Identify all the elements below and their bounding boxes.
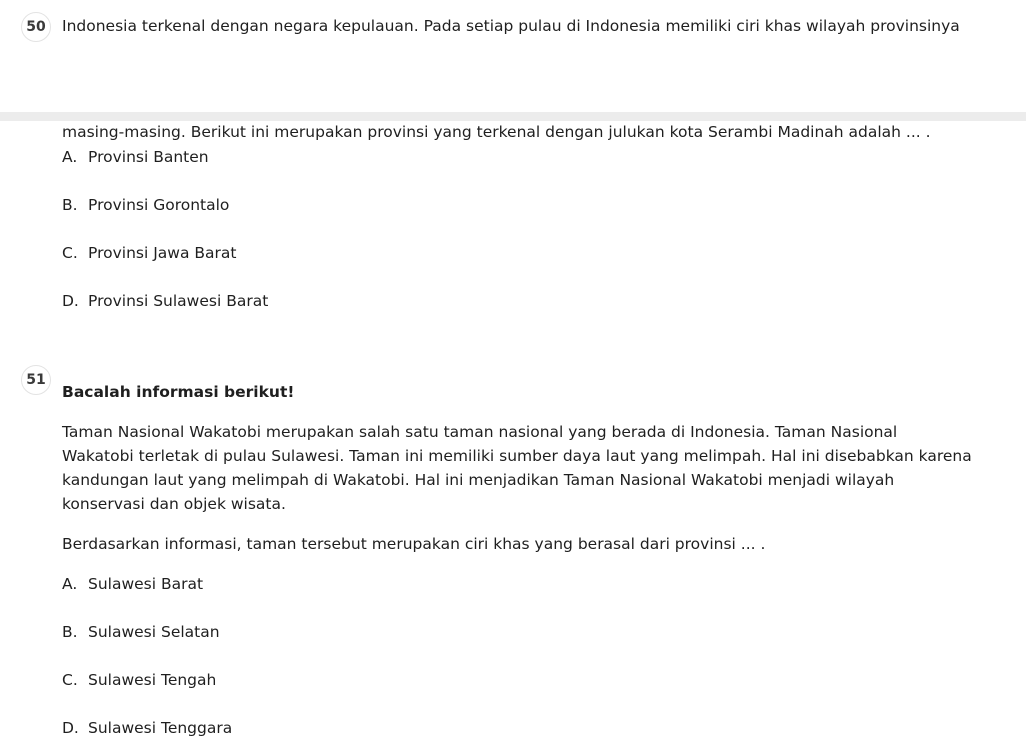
- option-text: Provinsi Jawa Barat: [88, 244, 237, 262]
- answer-option-d[interactable]: [62, 716, 232, 740]
- answer-option-a[interactable]: [62, 572, 203, 596]
- option-text: Sulawesi Selatan: [88, 623, 220, 641]
- option-text: Sulawesi Tengah: [88, 671, 217, 689]
- question-text: Berdasarkan informasi, taman tersebut merupakan ciri khas yang berasal dari provinsi ... .: [62, 535, 766, 553]
- option-text: Provinsi Banten: [88, 148, 209, 166]
- question-number: 51: [26, 372, 46, 388]
- answer-option-c[interactable]: [62, 241, 236, 265]
- answer-option-a[interactable]: [62, 145, 209, 169]
- option-letter: D.: [62, 292, 79, 310]
- question-number-badge: [21, 12, 51, 42]
- question-heading: Bacalah informasi berikut!: [62, 383, 295, 401]
- option-letter: B.: [62, 623, 78, 641]
- question-number: 50: [26, 19, 46, 35]
- option-letter: B.: [62, 196, 78, 214]
- answer-option-c[interactable]: [62, 668, 216, 692]
- answer-option-d[interactable]: [62, 289, 268, 313]
- option-text: Provinsi Gorontalo: [88, 196, 230, 214]
- answer-option-b[interactable]: [62, 620, 220, 644]
- option-letter: C.: [62, 671, 78, 689]
- passage-line: Taman Nasional Wakatobi merupakan salah satu taman nasional yang berada di Indonesia. Taman Nasional: [62, 423, 898, 441]
- option-letter: D.: [62, 719, 79, 737]
- answer-option-b[interactable]: [62, 193, 229, 217]
- passage-line: konservasi dan objek wisata.: [62, 495, 286, 513]
- option-text: Sulawesi Tenggara: [88, 719, 233, 737]
- option-letter: A.: [62, 575, 78, 593]
- passage-line: Wakatobi terletak di pulau Sulawesi. Taman ini memiliki sumber daya laut yang melimpah. Hal ini disebabkan karena: [62, 447, 972, 465]
- question-number-badge: [21, 365, 51, 395]
- option-letter: C.: [62, 244, 78, 262]
- passage-line: kandungan laut yang melimpah di Wakatobi. Hal ini menjadikan Taman Nasional Wakatobi menjadi wilayah: [62, 471, 895, 489]
- question-text-line: masing-masing. Berikut ini merupakan provinsi yang terkenal dengan julukan kota Serambi Madinah adalah ... .: [62, 123, 931, 141]
- option-text: Sulawesi Barat: [88, 575, 204, 593]
- option-text: Provinsi Sulawesi Barat: [88, 292, 269, 310]
- option-letter: A.: [62, 148, 78, 166]
- question-text-line: Indonesia terkenal dengan negara kepulauan. Pada setiap pulau di Indonesia memiliki ciri khas wilayah provinsinya: [62, 17, 960, 35]
